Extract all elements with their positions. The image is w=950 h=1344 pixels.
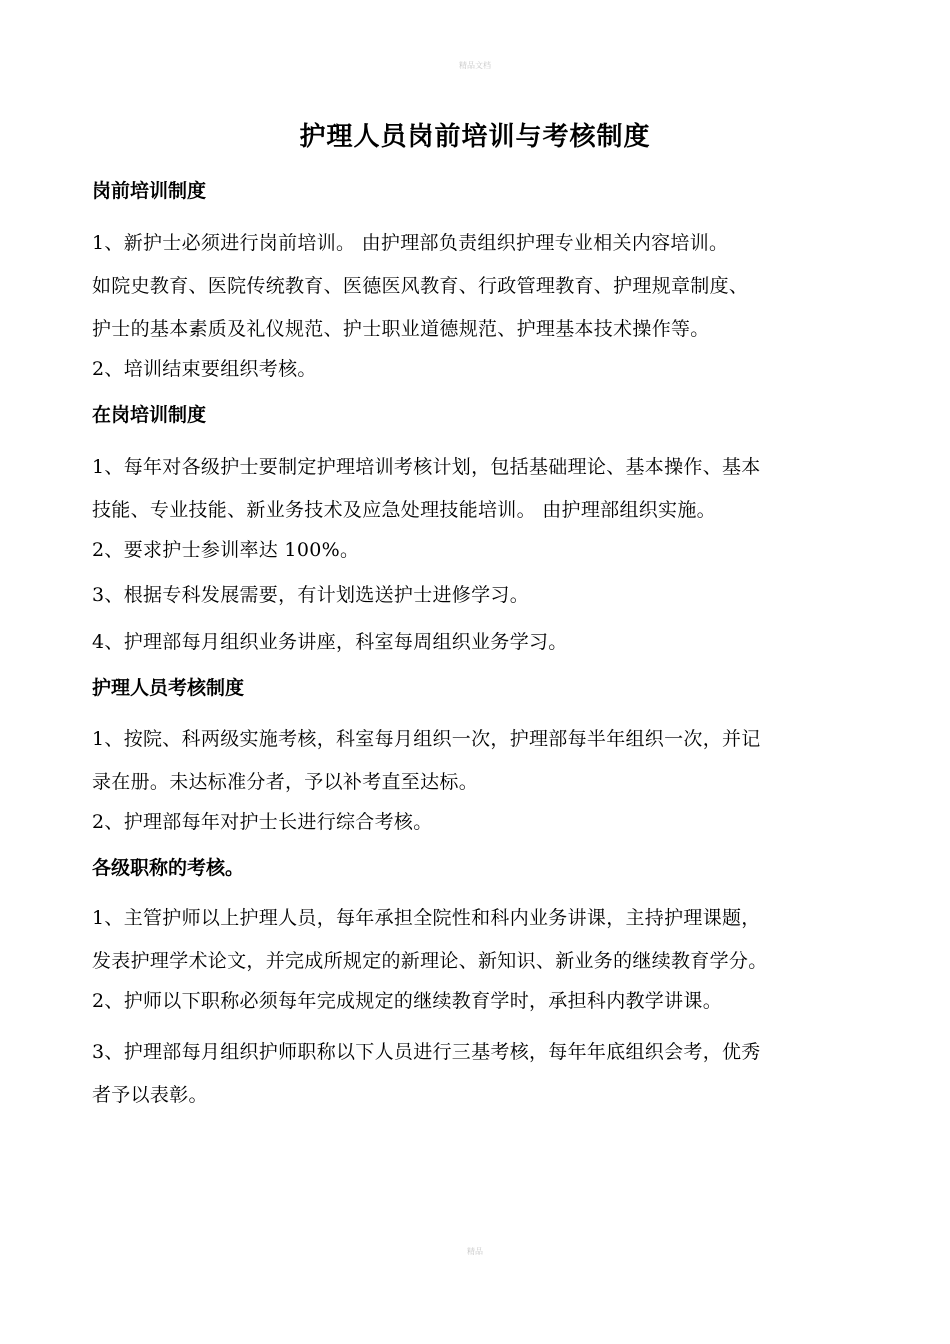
paragraph-line: 3、根据专科发展需要，有计划选送护士进修学习。 [92,584,529,606]
paragraph-line: 1、按院、科两级实施考核，科室每月组织一次，护理部每半年组织一次，并记 [92,728,761,750]
header-watermark: 精品文档 [459,61,491,70]
paragraph-line: 2、护理部每年对护士长进行综合考核。 [92,811,433,833]
paragraph-line: 录在册。未达标准分者，予以补考直至达标。 [92,771,479,793]
paragraph-line: 护士的基本素质及礼仪规范、护士职业道德规范、护理基本技术操作等。 [92,318,710,340]
section-heading-assessment: 护理人员考核制度 [92,677,245,699]
paragraph-line: 1、每年对各级护士要制定护理培训考核计划，包括基础理论、基本操作、基本 [92,456,761,478]
section-heading-titles: 各级职称的考核。 [92,857,245,879]
section-heading-pre-job: 岗前培训制度 [92,180,207,202]
paragraph-line: 2、培训结束要组织考核。 [92,358,317,380]
paragraph-line: 如院史教育、医院传统教育、医德医风教育、行政管理教育、护理规章制度、 [92,275,749,297]
paragraph-line: 3、护理部每月组织护师职称以下人员进行三基考核，每年年底组织会考，优秀 [92,1041,761,1063]
footer-watermark: 精品 [467,1247,483,1256]
section-heading-on-job: 在岗培训制度 [92,404,207,426]
document-title: 护理人员岗前培训与考核制度 [299,122,651,152]
paragraph-line: 1、新护士必须进行岗前培训。 由护理部负责组织护理专业相关内容培训。 [92,232,729,254]
paragraph-line: 2、要求护士参训率达 100%。 [92,539,360,561]
paragraph-line: 1、主管护师以上护理人员，每年承担全院性和科内业务讲课，主持护理课题， [92,907,761,929]
paragraph-line: 发表护理学术论文，并完成所规定的新理论、新知识、新业务的继续教育学分。 [92,950,768,972]
paragraph-line: 2、护师以下职称必须每年完成规定的继续教育学时，承担科内教学讲课。 [92,990,722,1012]
paragraph-line: 4、护理部每月组织业务讲座，科室每周组织业务学习。 [92,631,568,653]
paragraph-line: 技能、专业技能、新业务技术及应急处理技能培训。 由护理部组织实施。 [92,499,716,521]
paragraph-line: 者予以表彰。 [92,1084,208,1106]
